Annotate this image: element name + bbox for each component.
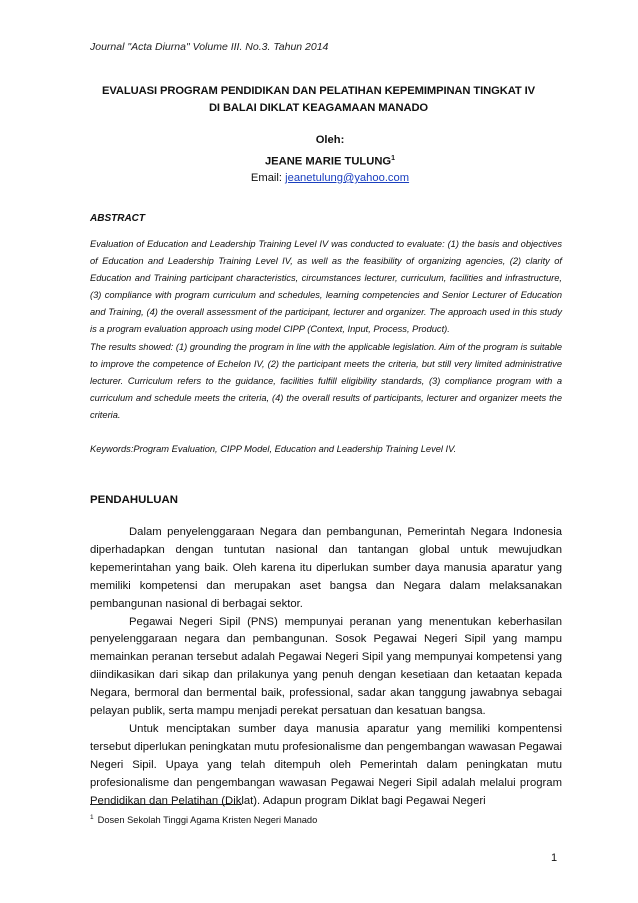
page-number: 1 <box>551 852 558 864</box>
email-link[interactable]: jeanetulung@yahoo.com <box>285 172 410 184</box>
keywords: Keywords:Program Evaluation, CIPP Model, Education and Leadership Training Level IV. <box>90 444 457 454</box>
abstract-body <box>90 236 562 424</box>
footnote-text: Dosen Sekolah Tinggi Agama Kristen Negeri Manado <box>97 815 318 826</box>
author-email <box>90 172 570 184</box>
body-paragraph-1: Dalam penyelenggaraan Negara dan pembangunan, Pemerintah Negara Indonesia diperhadapkan dengan tuntutan nasional dan tantangan global untuk mewujudkan kepemerintahan yang baik. Oleh karena itu diperlukan sumber daya manusia aparatur yang memiliki kompetensi dan merupakan aset bangsa dan Negara dalam melaksanakan pembangunan nasional di berbagai sektor. <box>90 526 562 610</box>
section-body <box>90 524 562 811</box>
abstract-paragraph-1: Evaluation of Education and Leadership Training Level IV was conducted to evaluate: (1) the basis and objectives of Education and Leadership Training Level IV, as well as the feasibility of organizing agencies, (2) clarity of Education and Training participant characteristics, circumstances lecturer, curriculum, facilities and infrastructure, (3) compliance with program curriculum and schedules, learning competencies and Senior Lecturer of Education and Training, (4) the overall assessment of the participant, lecturer and organizer. The approach used in this study is a program evaluation approach using model CIPP (Context, Input, Process, Product). <box>90 239 562 335</box>
body-paragraph-2: Pegawai Negeri Sipil (PNS) mempunyai peranan yang menentukan keberhasilan penyelenggaraan negara dan pembangunan. Sosok Pegawai Negeri Sipil yang mampu memainkan peranan tersebut adalah Pegawai Negeri Sipil yang mempunyai kompetensi yang diindikasikan dari sikap dan prilakunya yang penuh dengan kesetiaan dan ketaatan kepada Negara, bermoral dan bermental baik, professional, sadar akan tanggung jawabnya sebagai pelayan publik, serta mampu menjadi perekat persatuan dan kesatuan bangsa. <box>90 615 562 718</box>
title-line-1: EVALUASI PROGRAM PENDIDIKAN DAN PELATIHAN KEPEMIMPINAN TINGKAT IV <box>102 85 535 97</box>
email-label: Email: <box>250 172 286 184</box>
author-name <box>90 155 570 168</box>
author-footnote-mark: 1 <box>391 155 396 162</box>
running-head: Journal "Acta Diurna" Volume III. No.3. Tahun 2014 <box>90 41 329 53</box>
footnote <box>90 814 317 825</box>
title-line-2: DI BALAI DIKLAT KEAGAMAAN MANADO <box>208 102 429 114</box>
footnote-rule <box>90 804 242 805</box>
abstract-heading: ABSTRACT <box>90 213 145 224</box>
paper-title <box>90 83 547 117</box>
byline-oleh: Oleh: <box>315 134 345 146</box>
body-paragraph-3: Untuk menciptakan sumber daya manusia aparatur yang memiliki kompentensi tersebut diperlukan peningkatan mutu profesionalisme dan pengembangan wawasan Pegawai Negeri Sipil. Upaya yang telah ditempuh oleh Pemerintah dalam peningkatan mutu profesionalisme dan pengembangan wawasan Pegawai Negeri Sipil adalah melalui program Pendidikan dan Pelatihan (Diklat). Adapun program Diklat bagi Pegawai Negeri <box>90 722 562 807</box>
section-heading: PENDAHULUAN <box>90 494 178 506</box>
author-name-text: JEANE MARIE TULUNG <box>264 155 392 168</box>
abstract-paragraph-2: The results showed: (1) grounding the program in line with the applicable legislation. Aim of the program is suitable to improve the competence of Echelon IV, (2) the participant meets the criteria, but still very limited administrative lecturer. Curriculum refers to the guidance, facilities fulfill eligibility standards, (3) compliance program with a curriculum and schedule meets the criteria, (4) the overall results of participants, lecturer and organizer meets the criteria. <box>90 341 562 420</box>
footnote-mark: 1 <box>90 814 94 821</box>
